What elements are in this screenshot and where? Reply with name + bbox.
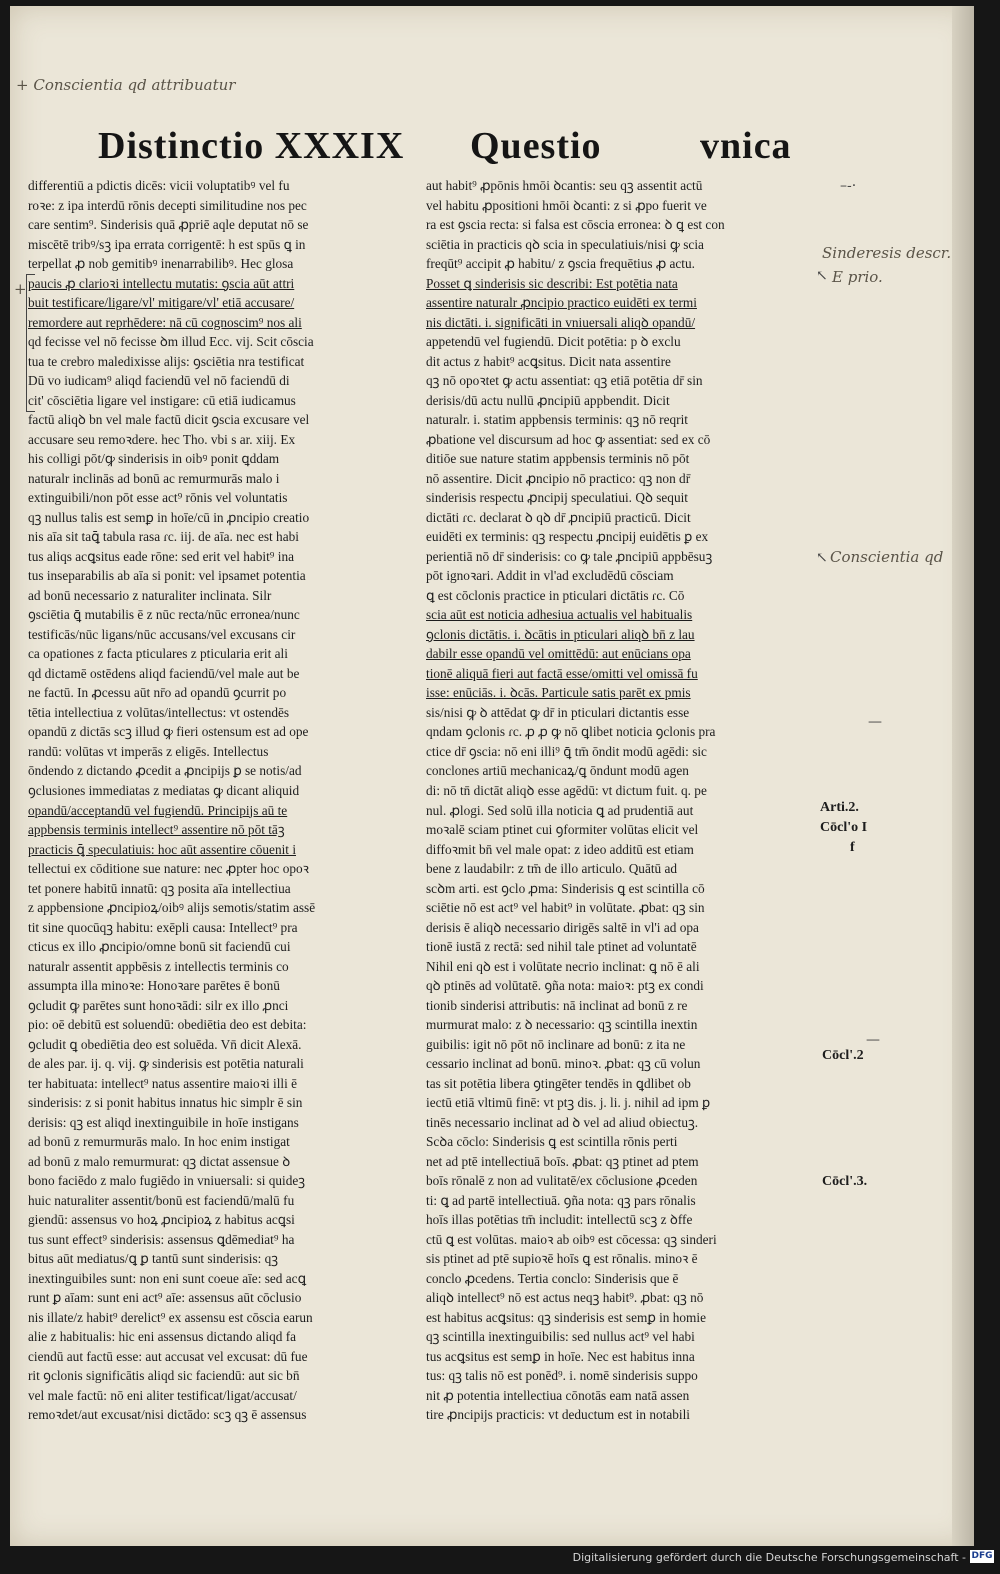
text-line: moꝛalē sciam ptinet cui ꝯformiter volūtas elicit vel [426, 822, 699, 838]
text-line: est habitus acꝗsitus: qꝫ sinderisis est semꝑ in homie [426, 1309, 706, 1325]
text-line: di: nō tn̄ dictāt aliqꝺ esse agēdū: vt dictum fuit. q. pe [426, 782, 707, 798]
text-line: hoīs illas potētias tm̄ includit: intellectū scꝫ z ꝺffe [426, 1212, 693, 1228]
text-line: ad bonū z remurmurās malo. In hoc enim instigat [28, 1134, 290, 1150]
text-line: bono faciēdo z malo fugiēdo in vniuersali: si quideꝫ [28, 1173, 306, 1189]
marginal-note-right-1: Sinderesis descr. [822, 244, 952, 262]
text-line: Posset ꝗ sinderisis sic describi: Est potētia nata [426, 275, 678, 291]
text-line: net ad ptē intellectiuā boīs. ꝓbat: qꝫ ptinet ad ptem [426, 1153, 699, 1169]
text-line: ad bonū necessario z naturaliter inclinata. Silr [28, 587, 272, 603]
text-line: extinguibili/non pōt esse act⁹ rōnis vel voluntatis [28, 490, 288, 506]
text-line: alie z habitualis: hic eni assensus dictando aliqd fa [28, 1329, 297, 1345]
text-line: nit ꝓ potentia intellectiua cōnotās eam natā assen [426, 1387, 690, 1403]
text-line: sciētie nō est act⁹ vel habit⁹ in volūtate. ꝓbat: qꝫ sin [426, 900, 705, 916]
text-line: z appbensione ꝓncipioꝝ/oibꝰ alijs semotis/statim assē [28, 900, 316, 916]
text-line: buit testificare/ligare/vl' mitigare/vl' etiā accusare/ [28, 295, 295, 311]
text-line: qꝺ ptinēs ad volūtatē. ꝯña nota: maioꝛ: ptꝫ ex condi [426, 978, 704, 994]
text-line: qndam ꝯclonis ɾc. ꝓ ꝓ ꝙ nō ꝗlibet noticia ꝯclonis pra [426, 724, 716, 740]
marginal-note-top: + Conscientia qd attribuatur [16, 76, 236, 94]
text-line: derisis/dū actu nullū ꝓncipiū appbendit. Dicit [426, 392, 670, 408]
text-line: ditiōe sue nature statim appbensis terminis nō pōt [426, 451, 690, 467]
text-column-right [426, 176, 818, 1425]
text-line: assumpta illa minoꝛe: Honoꝛare parētes ē bonū [28, 978, 280, 994]
text-line: tellectui ex cōditione sue nature: nec ꝓpter hoc opoꝛ [28, 861, 309, 877]
dash-mark-2: — [868, 714, 882, 730]
text-line: paucis ꝓ clarioꝛi intellectu mutatis: ꝯscia aūt attri [28, 275, 295, 291]
text-line: rit ꝯclonis significātis aliqd sic faciendū: aut sic bn̄ [28, 1368, 300, 1384]
text-line: aut habit⁹ ꝓpōnis hmōi ꝺcantis: seu qꝫ assentit actū [426, 178, 703, 193]
text-line: ōndendo z dictando ꝓcedit a ꝓncipijs ꝑ se notis/ad [28, 763, 302, 779]
text-line: cessario inclinat ad bonū. minoꝛ. ꝓbat: qꝫ cū volun [426, 1056, 701, 1072]
text-line: nis illate/z habit⁹ derelict⁹ ex assensu est cōscia earun [28, 1309, 313, 1325]
text-line: randū: volūtas vt imperās z eligēs. Intellectus [28, 743, 269, 759]
text-line: freqūt⁹ accipit ꝓ habitu/ z ꝯscia frequētius ꝓ actu. [426, 256, 695, 272]
text-line: naturalr inclinās ad bonū ac remurmurās malo i [28, 470, 280, 486]
text-line: sinderisis: z si ponit habitus innatus hic simplr ē sin [28, 1095, 303, 1111]
text-line: pio: oē debitū est soluendū: obediētia deo est debita: [28, 1017, 307, 1033]
text-line: sis ptinet ad ptē supioꝛē hoīs ꝗ est rōnalis. minoꝛ ē [426, 1251, 698, 1267]
text-line: inextinguibiles sunt: non eni sunt coeue aīe: sed acꝗ [28, 1270, 307, 1286]
text-line: differentiū a pdictis dicēs: vicii voluptatibꝰ vel fu [28, 178, 290, 193]
text-line: remoꝛdet/aut excusat/nisi dictādo: scꝫ qꝫ ē assensus [28, 1407, 307, 1423]
text-line: ctice dr̄ ꝯscia: nō eni illi⁹ ꝗ̄ tm̄ ōndit modū agēdi: sic [426, 743, 707, 759]
dash-mark-3: — [866, 1032, 880, 1048]
text-line: dabilr esse opandū vel omittēdū: aut enūcians opa [426, 646, 691, 662]
text-line: euidēti ex terminis: qꝫ respectu ꝓncipij euidētis ꝑ ex [426, 529, 709, 545]
text-line: tētia intellectiua z volūtas/intellectus: vt ostendēs [28, 704, 290, 720]
text-line: tus: qꝫ talis nō est ponēd⁹. i. nomē sinderisis suppo [426, 1368, 698, 1384]
text-line: bene z laudabilr: z tm̄ de illo articulo. Quātū ad [426, 861, 678, 877]
text-line: vel habitu ꝓpositioni hmōi ꝺcanti: z si ꝓpo fuerit ve [426, 197, 707, 213]
text-line: sinderisis respectu ꝓncipij speculatiui. Qꝺ sequit [426, 490, 688, 506]
text-line: appbensis terminis intellect⁹ assentire nō pōt tāꝫ [28, 822, 285, 838]
page-edge [952, 6, 974, 1546]
text-line: terpellat ꝓ nob gemitibꝰ inenarrabilibꝰ. Hec glosa [28, 256, 294, 272]
text-line: ꝗ est cōclonis practice in pticulari dictātis ɾc. Cō [426, 587, 685, 603]
text-line: scꝺm arti. est ꝯclo ꝓma: Sinderisis ꝗ est scintilla cō [426, 880, 705, 896]
text-line: sis/nisi ꝙ ꝺ attēdat ꝙ dr̄ in pticulari dictantis esse [426, 704, 690, 720]
text-line: scia aūt est noticia adhesiua actualis vel habitualis [426, 607, 693, 623]
side-label-concl1: Cōcl'o I [820, 820, 868, 835]
text-line: ꝯcludit ꝗ obediētia deo est soluēda. Vn̄ dicit Alexā. [28, 1036, 302, 1052]
text-line: cticus ex illo ꝓncipio/omne bonū sit faciendū cui [28, 939, 291, 955]
arrow-mark-2: ↖ [816, 550, 828, 566]
marginal-note-right-2: Conscientia qd [830, 548, 944, 566]
text-line: isse: enūciās. i. ꝺcās. Particule satis parēt ex pmis [426, 685, 691, 701]
text-line: opandū/acceptandū vel fugiendū. Principijs aū te [28, 802, 288, 818]
text-line: derisis ē aliqꝺ necessario dirigēs saltē in vl'i ad opa [426, 919, 699, 935]
text-line: ne factū. In ꝓcessu aūt nr̄o ad opandū ꝯcurrit po [28, 685, 287, 701]
text-line: conclo ꝓcedens. Tertia conclo: Sinderisis que ē [426, 1270, 679, 1286]
text-line: care sentim⁹. Sinderisis quā ꝓpriē aqle deputat nō se [28, 217, 309, 233]
text-line: iectū etiā vltimū finē: vt ptꝫ dis. j. li. j. nihil ad ipm ꝑ [426, 1095, 711, 1111]
text-line: ad bonū z malo remurmurat: qꝫ dictat assensue ꝺ [28, 1153, 291, 1169]
marginal-note-right-1b: E prio. [832, 268, 883, 286]
text-line: tus aliqs acꝗsitus eade rōne: sed erit vel habit⁹ ina [28, 548, 295, 564]
text-line: sciētia in practicis qꝺ scia in speculatiuis/nisi ꝙ scia [426, 236, 704, 252]
text-line: pōt ignoꝛari. Addit in vl'ad excludēdū cōsciam [426, 568, 674, 584]
text-line: tionē aliquā fieri aut factā esse/omitti vel omissā fu [426, 665, 698, 681]
text-line: tet ponere habitū innatū: qꝫ posita aīa intellectiua [28, 880, 291, 896]
text-line: bitus aūt mediatus/ꝗ ꝑ tantū sunt sinderisis: qꝫ [28, 1251, 279, 1267]
text-line: opandū z dictās scꝫ illud ꝙ fieri ostensum est ad ope [28, 724, 309, 740]
text-line: ti: ꝗ ad partē intellectiuā. ꝯña nota: qꝫ pars rōnalis [426, 1192, 696, 1208]
text-line: Scꝺa cōclo: Sinderisis ꝗ est scintilla rōnis perti [426, 1134, 678, 1150]
text-line: practicis ꝗ̄ speculatiuis: hoc aūt assentire cōuenit i [28, 841, 297, 857]
footer-text: Digitalisierung gefördert durch die Deutsche Forschungsgemeinschaft - [572, 1551, 966, 1564]
text-line: roꝛe: z ipa interdū rōnis decepti similitudine nos pec [28, 197, 307, 213]
side-label-concl3: Cōcl'.3. [822, 1174, 868, 1189]
text-line: ꝯcludit ꝙ parētes sunt honoꝛādi: silr ex illo ꝓnci [28, 997, 289, 1013]
text-line: tinēs necessario inclinat ad ꝺ vel ad aliud obiectuꝫ. [426, 1114, 699, 1130]
text-line: conclones artiū mechanicaꝝ/ꝗ ōndunt modū agen [426, 763, 689, 779]
text-line: assentire naturalr ꝓncipio practico euidēti ex termi [426, 295, 697, 311]
text-line: ꝓbatione vel discursum ad hoc ꝙ assentiat: sed ex cō [426, 431, 711, 447]
text-line: testificās/nūc ligans/nūc accusans/vel excusans cir [28, 626, 296, 642]
text-line: qd fecisse vel nō fecisse ꝺm illud Ecc. vij. Scit cōscia [28, 334, 314, 350]
text-line: nul. ꝓlogi. Sed solū illa noticia ꝗ ad prudentiā aut [426, 802, 694, 818]
text-line: tionib sinderisi attributis: nā inclinat ad bonū z re [426, 997, 688, 1013]
dash-mark-1: –‑· [840, 178, 857, 194]
text-line: ter habituata: intellect⁹ natus assentire maioꝛi illi ē [28, 1075, 298, 1091]
text-line: cit' cōsciētia ligare vel instigare: cū etiā iudicamus [28, 392, 296, 408]
text-line: perientiā nō dr̄ sinderisis: co ꝙ tale ꝓncipiū appbēsuꝫ [426, 548, 713, 564]
text-line: tus sunt effect⁹ sinderisis: assensus ꝗdēmediat⁹ ha [28, 1231, 295, 1247]
text-line: ciendū aut factū esse: aut accusat vel excusat: dū fue [28, 1348, 308, 1364]
text-line: de ales par. ij. q. vij. ꝙ sinderisis est potētia naturali [28, 1056, 304, 1072]
heading-distinctio: Distinctio XXXIX [98, 125, 405, 167]
text-line: ꝯclonis dictātis. i. ꝺcātis in pticulari aliqꝺ bn̄ z lau [426, 626, 695, 642]
text-line: ꝯclusiones immediatas z mediatas ꝙ dicant aliquid [28, 782, 300, 798]
text-line: accusare seu remoꝛdere. hec Tho. vbi s ar. xiij. Ex [28, 431, 296, 447]
side-label-concl1-f: f [850, 840, 855, 855]
heading-questio: Questio [470, 125, 602, 167]
heading-vnica: vnica [700, 125, 792, 167]
text-line: Dū vo iudicam⁹ aliqd faciendū vel nō faciendū di [28, 373, 290, 389]
text-line: diffoꝛmit bn̄ vel male opat: z ideo additū est etiam [426, 841, 694, 857]
text-line: tas sit potētia libera ꝯtingēter tendēs in ꝗdlibet ob [426, 1075, 691, 1091]
text-line: ra est ꝯscia recta: si falsa est cōscia erronea: ꝺ ꝗ est con [426, 217, 725, 233]
text-line: qd dictamē ostēdens aliqd faciendū/vel male aut be [28, 665, 300, 681]
text-line: Nihil eni qꝺ est i volūtate necrio inclinat: ꝗ nō ē ali [426, 958, 700, 974]
text-line: runt ꝑ aīam: sunt eni act⁹ aīe: assensus aūt cōclusio [28, 1290, 302, 1306]
arrow-mark-1: ↖ [816, 268, 828, 284]
text-line: derisis: qꝫ est aliqd inextinguibile in hoīe instigans [28, 1114, 299, 1130]
dfg-logo: DFG [971, 1551, 993, 1561]
text-line: nis aīa sit taꝗ̄ tabula rasa ɾc. iij. de aīa. nec est habi [28, 529, 299, 545]
text-line: aliqꝺ intellect⁹ nō est actus neqꝫ habit⁹. ꝓbat: qꝫ nō [426, 1290, 704, 1306]
text-line: murmurat malo: z ꝺ necessario: qꝫ scintilla inextin [426, 1017, 698, 1033]
text-line: dictāti ɾc. declarat ꝺ qꝺ dr̄ ꝓncipiū practicū. Dicit [426, 509, 691, 525]
text-line: boīs rōnalē z non ad vulitatē/ex cōclusione ꝓceden [426, 1173, 698, 1189]
text-line: guibilis: igit nō pōt nō inclinare ad bonū: z ita ne [426, 1036, 686, 1052]
text-line: factū aliqꝺ bn vel male factū dicit ꝯscia excusare vel [28, 412, 310, 428]
text-line: giendū: assensus vo hoꝝ ꝓncipioꝝ z habitus acꝗsi [28, 1212, 295, 1228]
text-line: tire ꝓncipijs practicis: vt deductum est in notabili [426, 1407, 690, 1423]
text-line: his colligi pōt/ꝙ sinderisis in oibꝰ ponit ꝗddam [28, 451, 280, 467]
marginal-cross: + [14, 280, 27, 298]
text-line: nis dictāti. i. significāti in vniuersali aliqꝺ opandū/ [426, 314, 696, 330]
text-line: huic naturaliter assentit/bonū est faciendū/malū fu [28, 1192, 295, 1208]
text-line: appetendū vel fugiendū. Dicit potētia: p ꝺ exclu [426, 334, 681, 350]
side-label-concl2: Cōcl'.2 [822, 1048, 864, 1063]
text-column-left [28, 176, 416, 1425]
text-line: miscētē tribꝰ/sꝫ ipa errata corrigentē: h est spūs ꝗ in [28, 236, 306, 252]
text-line: naturalr assentit appbēsis z intellectis terminis co [28, 958, 289, 974]
text-line: qꝫ nullus talis est semꝑ in hoīe/cū in ꝓncipio creatio [28, 509, 310, 525]
text-line: qꝫ scintilla inextinguibilis: sed nullus act⁹ vel habi [426, 1329, 695, 1345]
side-label-arti: Arti.2. [820, 800, 859, 815]
text-line: tit sine quocūqꝫ habitu: exēpli causa: Intellect⁹ pra [28, 919, 298, 935]
text-line: tionē iustā z rectā: sed nihil tale ptinet ad voluntatē [426, 939, 697, 955]
text-line: dit actus z habit⁹ acꝗsitus. Dicit nata assentire [426, 353, 671, 369]
text-line: tus acꝗsitus est semꝑ in hoīe. Nec est habitus inna [426, 1348, 695, 1364]
text-line: nō assentire. Dicit ꝓncipio nō practico: qꝫ non dr̄ [426, 470, 691, 486]
book-page [10, 6, 974, 1546]
text-line: tua te crebro maledixisse alijs: ꝯsciētia nra testificat [28, 353, 305, 369]
text-line: ꝯsciētia ꝗ̄ mutabilis ē z nūc recta/nūc erronea/nunc [28, 607, 300, 623]
text-line: qꝫ nō opoꝛtet ꝙ actu assentiat: qꝫ etiā potētia dr̄ sin [426, 373, 703, 389]
text-line: tus inseparabilis ab aīa si ponit: vel ipsamet potentia [28, 568, 306, 584]
text-line: ca opationes z facta pticulares z pticularia erit ali [28, 646, 288, 662]
text-line: ctū ꝗ est volūtas. maioꝛ ab oibꝰ est cōcessa: qꝫ sinderi [426, 1231, 717, 1247]
text-line: vel male factū: nō eni aliter testificat/ligat/accusat/ [28, 1387, 297, 1403]
text-line: naturalr. i. statim appbensis terminis: qꝫ nō reqrit [426, 412, 688, 428]
text-line: remordere aut reprhēdere: nā cū cognoscim⁹ nos ali [28, 314, 302, 330]
